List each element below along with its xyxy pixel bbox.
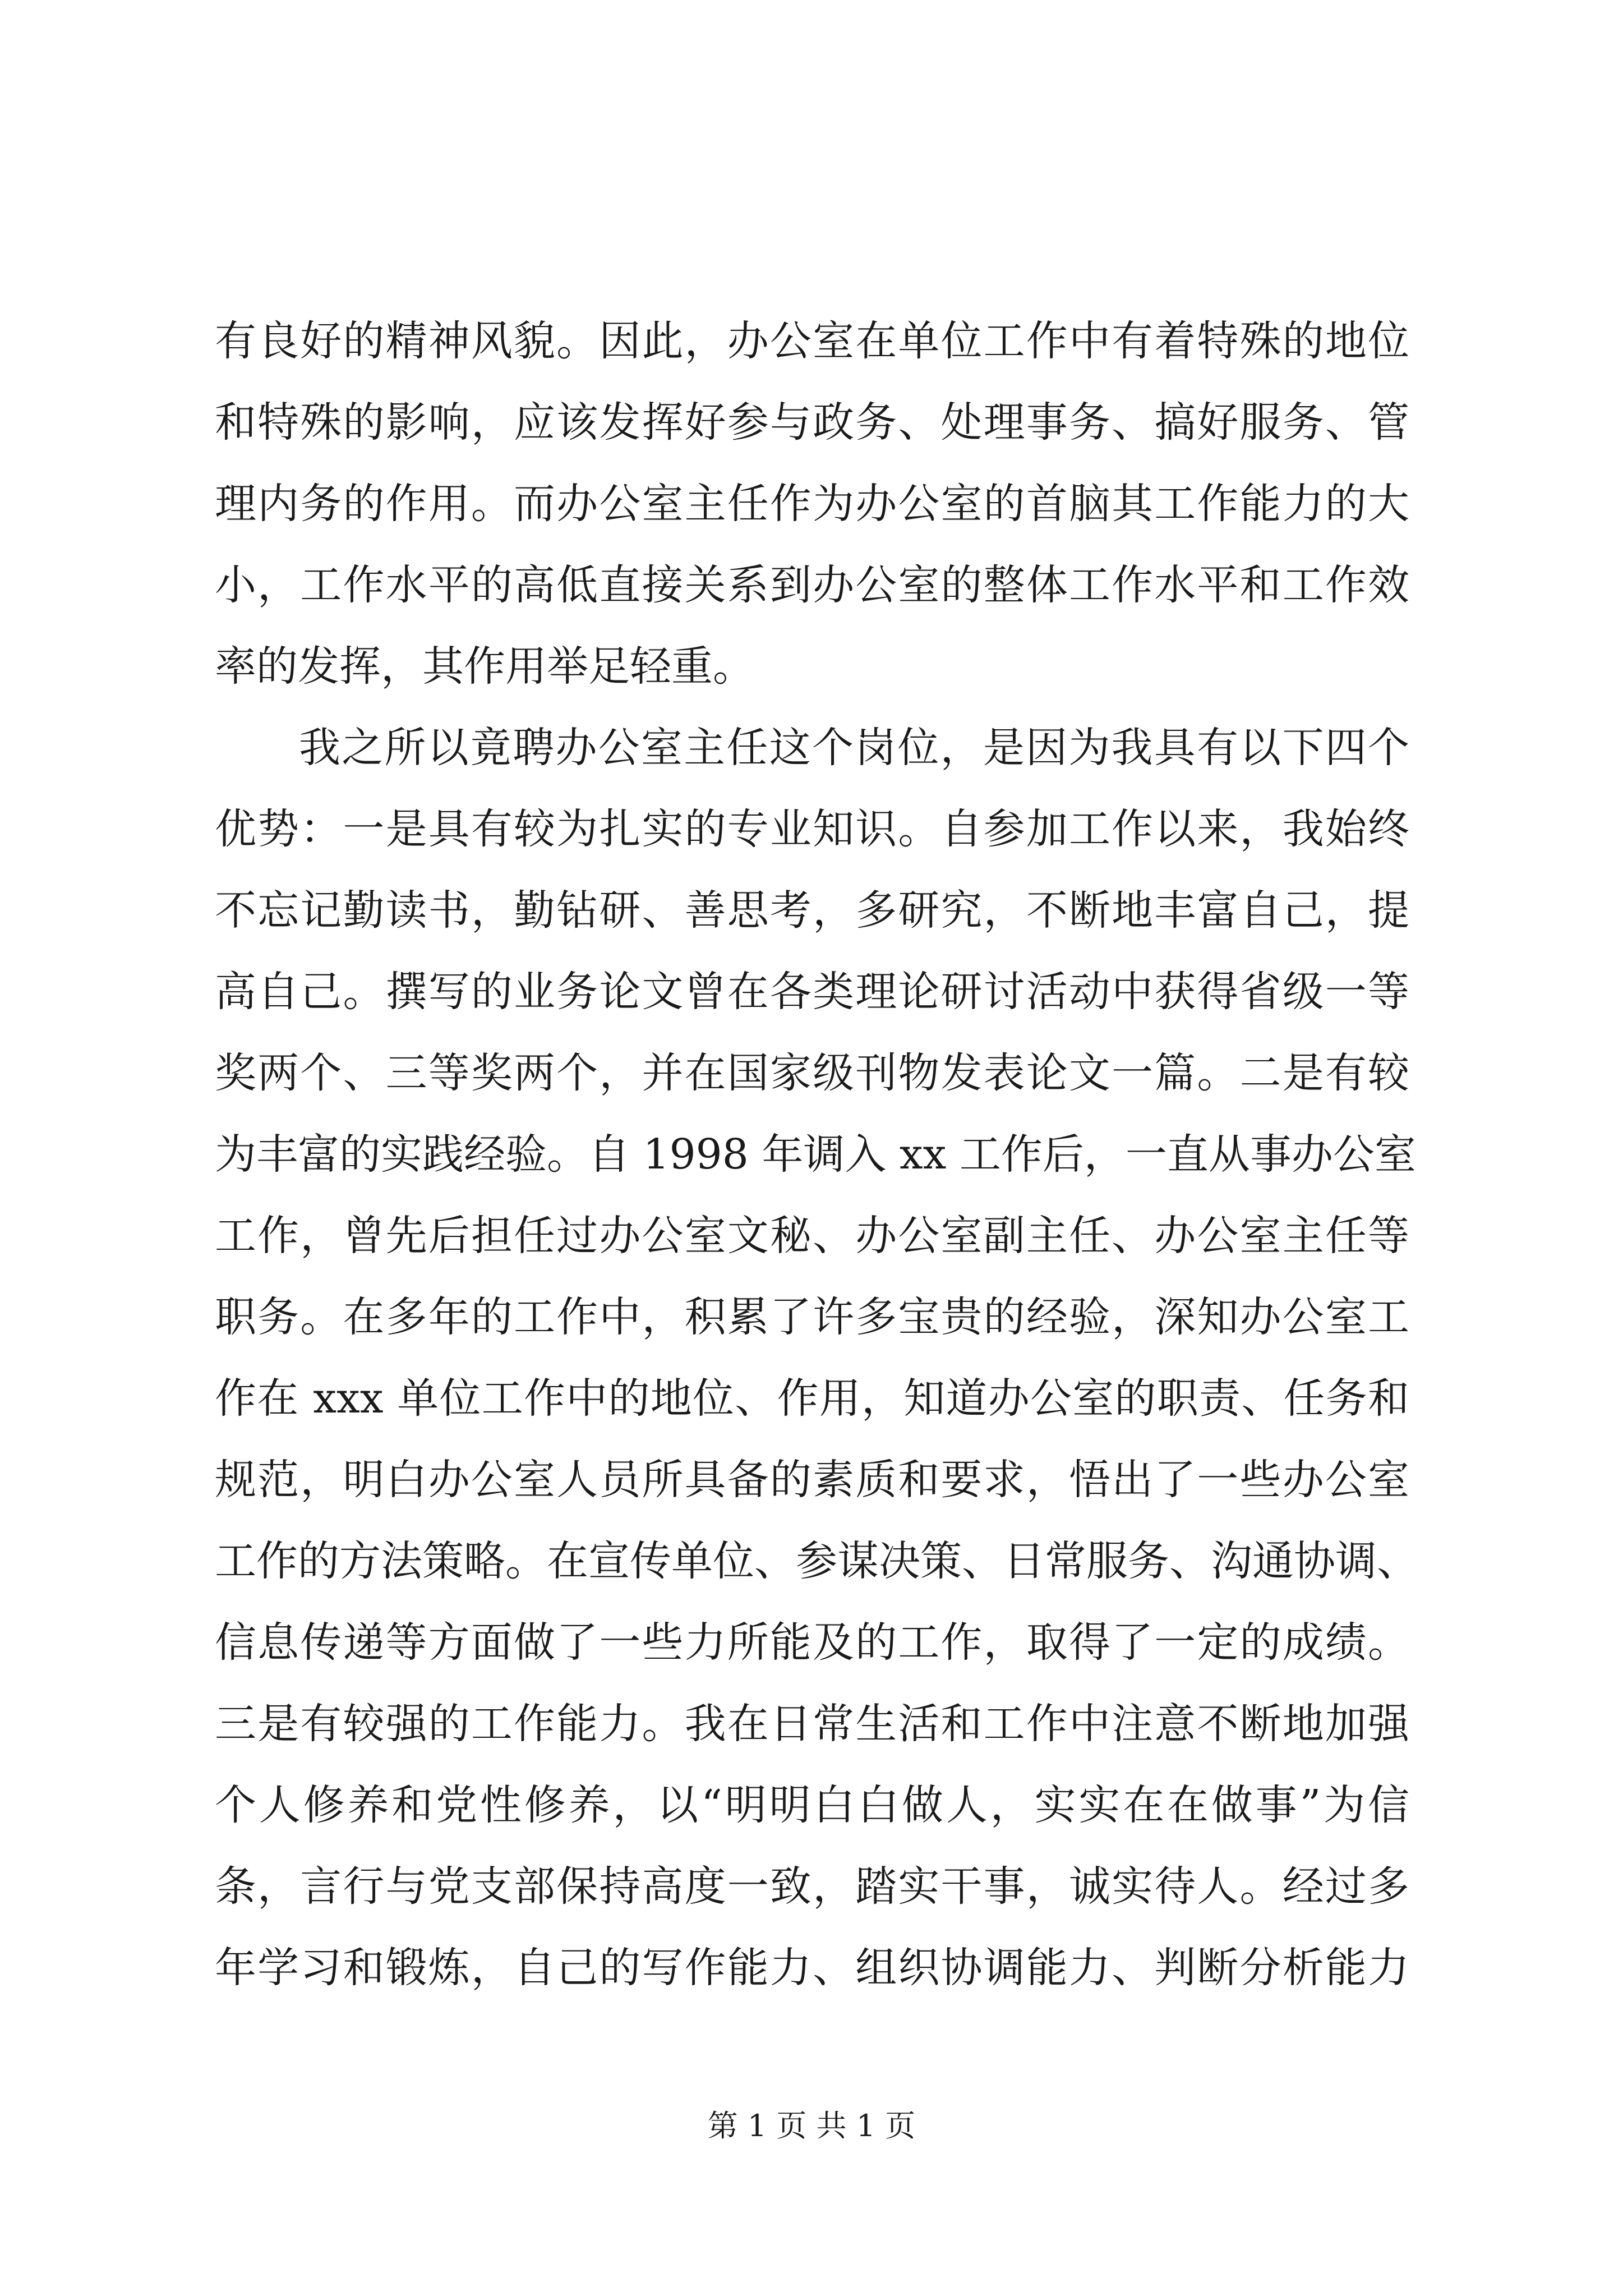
text-line: 不忘记勤读书，勤钻研、善思考，多研究，不断地丰富自己，提 (215, 886, 1409, 935)
text-line: 职务。在多年的工作中，积累了许多宝贵的经验，深知办公室工 (215, 1293, 1409, 1341)
text-line: 作在 xxx 单位工作中的地位、作用，知道办公室的职责、任务和 (215, 1374, 1409, 1423)
text-line: 个人修养和党性修养，以“明明白白做人，实实在在做事”为信 (215, 1781, 1409, 1829)
text-line: 率的发挥，其作用举足轻重。 (215, 642, 754, 691)
text-line: 优势：一是具有较为扎实的专业知识。自参加工作以来，我始终 (215, 805, 1409, 853)
text-line: 工作，曾先后担任过办公室文秘、办公室副主任、办公室主任等 (215, 1212, 1409, 1260)
text-line: 为丰富的实践经验。自 1998 年调入 xx 工作后，一直从事办公室 (215, 1130, 1416, 1179)
text-line: 高自己。撰写的业务论文曾在各类理论研讨活动中获得省级一等 (215, 968, 1409, 1016)
body-text (215, 301, 1418, 2009)
text-line: 我之所以竟聘办公室主任这个岗位，是因为我具有以下四个 (299, 724, 1409, 772)
text-line: 有良好的精神风貌。因此，办公室在单位工作中有着特殊的地位 (215, 317, 1409, 365)
text-line: 奖两个、三等奖两个，并在国家级刊物发表论文一篇。二是有较 (215, 1049, 1409, 1097)
page-number-footer: 第 1 页 共 1 页 (707, 2108, 916, 2143)
text-line: 规范，明白办公室人员所具备的素质和要求，悟出了一些办公室 (215, 1456, 1409, 1504)
text-line: 年学习和锻炼，自己的写作能力、组织协调能力、判断分析能力 (215, 1944, 1409, 1992)
text-line: 小，工作水平的高低直接关系到办公室的整体工作水平和工作效 (215, 561, 1409, 609)
text-line: 工作的方法策略。在宣传单位、参谋决策、日常服务、沟通协调、 (215, 1537, 1418, 1585)
text-line: 条，言行与党支部保持高度一致，踏实干事，诚实待人。经过多 (215, 1862, 1409, 1911)
text-line: 和特殊的影响，应该发挥好参与政务、处理事务、搞好服务、管 (215, 398, 1409, 447)
text-line: 理内务的作用。而办公室主任作为办公室的首脑其工作能力的大 (215, 480, 1409, 528)
text-line: 信息传递等方面做了一些力所能及的工作，取得了一定的成绩。 (215, 1618, 1409, 1667)
text-line: 三是有较强的工作能力。我在日常生活和工作中注意不断地加强 (215, 1700, 1409, 1748)
